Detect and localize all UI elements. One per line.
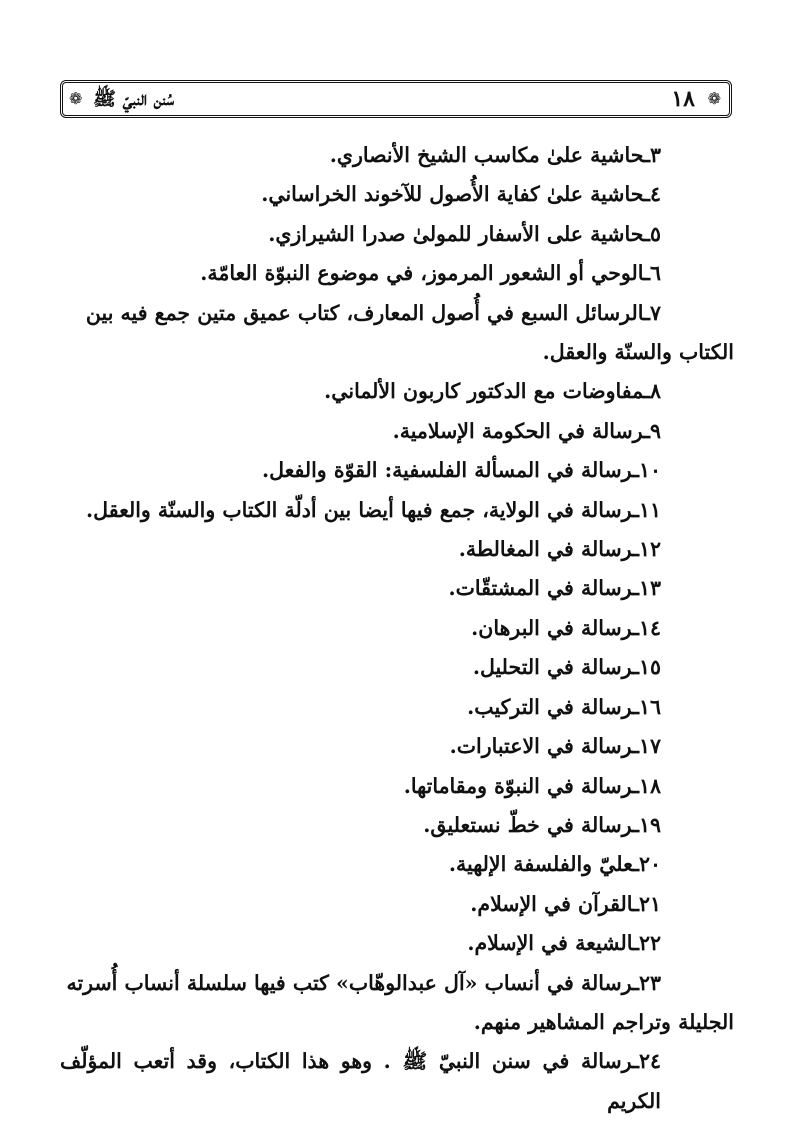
list-item: ٧ـالرسائل السبع في أُصول المعارف، كتاب عميق متين جمع فيه بين: [85, 300, 661, 325]
page-header: [60, 80, 732, 118]
list-item: ١٥ـرسالة في التحليل.: [472, 655, 661, 680]
list-item: ٦ـالوحي أو الشعور المرموز، في موضوع النبوّة العامّة.: [200, 261, 661, 286]
list-item: ١١ـرسالة في الولاية، جمع فيها أيضا بين أدلّة الكتاب والسنّة والعقل.: [86, 497, 661, 522]
ornament-icon: ❁: [69, 89, 83, 108]
list-item: ٢٢ـالشيعة في الإسلام.: [467, 931, 661, 956]
list-item: ٢٣ـرسالة في أنساب «آل عبدالوهّاب» كتب فيها سلسلة أنساب أُسرته: [66, 970, 661, 995]
ornament-icon: ❁: [707, 89, 721, 108]
list-item: ٤ـحاشية علىٰ كفاية الأُصول للآخوند الخراساني.: [261, 182, 661, 207]
list-item: ٨ـمفاوضات مع الدكتور كاربون الألماني.: [324, 379, 661, 404]
list-item: ٥ـحاشية على الأسفار للمولىٰ صدرا الشيرازي.: [268, 221, 661, 246]
page-number: ١٨: [671, 86, 695, 112]
list-item: ١٠ـرسالة في المسألة الفلسفية: القوّة والفعل.: [261, 458, 661, 483]
list-item: ١٦ـرسالة في التركيب.: [467, 694, 661, 719]
list-item: ٢٤ـرسالة في سنن النبيّ ﷺ . وهو هذا الكتاب، وقد أتعب المؤلّف الكريم: [60, 1049, 661, 1113]
list-item: ١٤ـرسالة في البرهان.: [471, 615, 661, 640]
list-item: ٣ـحاشية علىٰ مكاسب الشيخ الأنصاري.: [329, 143, 661, 167]
list-item-continuation: الجليلة وتراجم المشاهير منهم.: [473, 1009, 734, 1034]
list-item: ١٧ـرسالة في الاعتبارات.: [449, 734, 661, 759]
list-item: ٢١ـالقرآن في الإسلام.: [470, 891, 661, 916]
list-item: ١٣ـرسالة في المشتقّات.: [448, 576, 661, 601]
list-item: ١٢ـرسالة في المغالطة.: [458, 537, 661, 562]
list-item: ٢٠ـعليّ والفلسفة الإلهية.: [448, 852, 661, 877]
list-item: ١٩ـرسالة في خطّ نستعليق.: [423, 812, 661, 837]
running-title: سُنن النبيّ ﷺ: [93, 88, 175, 110]
page-body: [60, 136, 734, 1121]
list-item: ١٨ـرسالة في النبوّة ومقاماتها.: [403, 773, 661, 798]
list-item: ٩ـرسالة في الحكومة الإسلامية.: [392, 418, 661, 443]
list-item-continuation: الكتاب والسنّة والعقل.: [542, 340, 734, 365]
